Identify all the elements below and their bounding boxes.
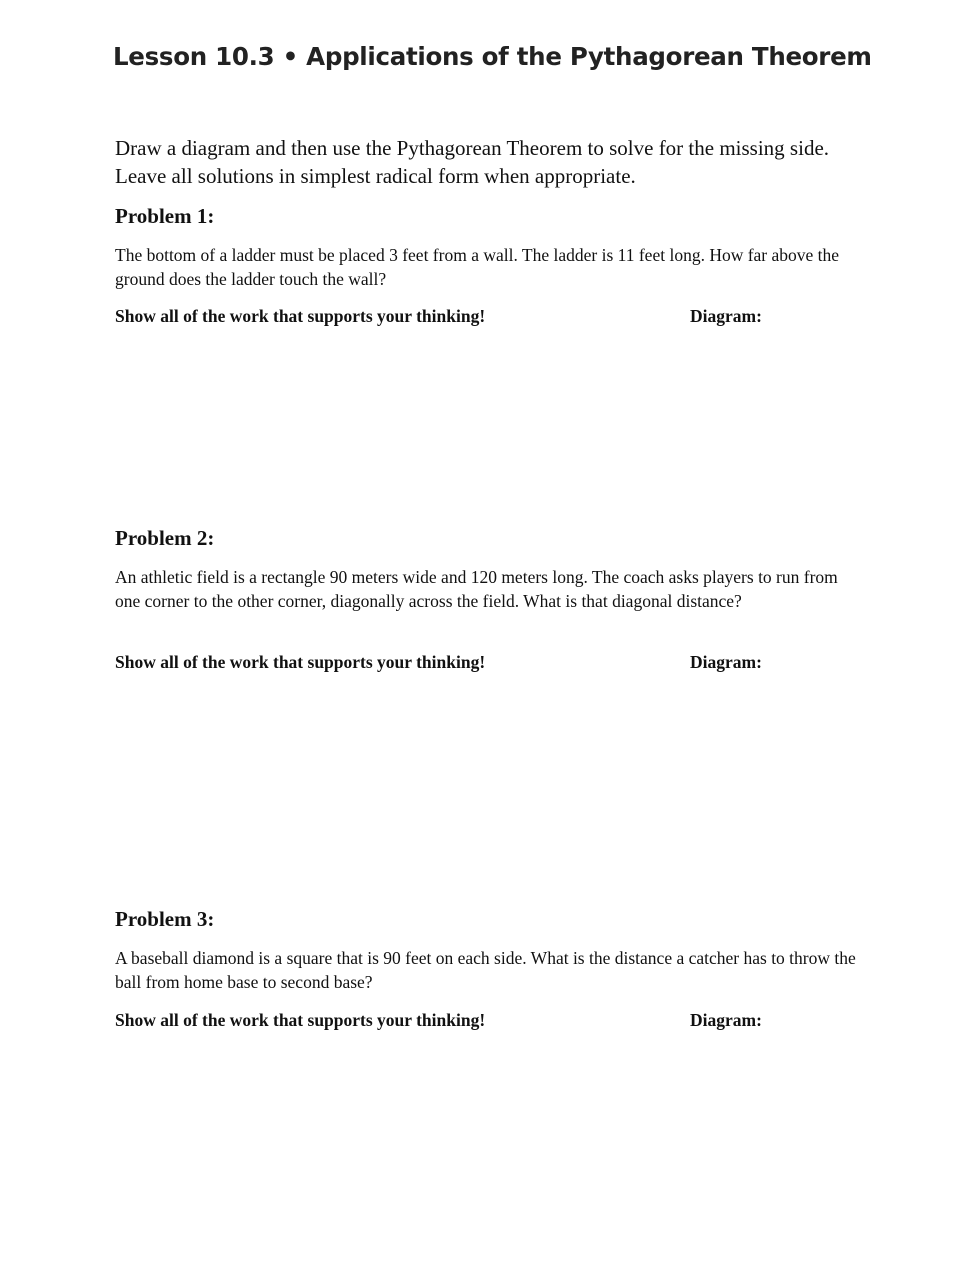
- problem-2-work-area: [115, 681, 865, 896]
- problem-1-work-label: Show all of the work that supports your thinking!: [115, 306, 486, 326]
- problem-1-heading: Problem 1:: [115, 204, 215, 228]
- problem-3-work-area: [115, 1039, 865, 1239]
- problem-1-work-area: [115, 335, 865, 515]
- problem-2-heading: Problem 2:: [115, 526, 215, 550]
- problem-1-diagram-label: Diagram:: [690, 306, 762, 326]
- problem-3-work-label: Show all of the work that supports your thinking!: [115, 1010, 486, 1030]
- problem-3-heading: Problem 3:: [115, 907, 215, 931]
- problem-2-diagram-label: Diagram:: [690, 652, 762, 672]
- problem-3-diagram-label: Diagram:: [690, 1010, 762, 1030]
- problem-2-work-label: Show all of the work that supports your thinking!: [115, 652, 486, 672]
- problem-1-text: The bottom of a ladder must be placed 3 feet from a wall. The ladder is 11 feet long. How far above the ground does the ladder touch the wall?: [115, 245, 840, 289]
- problem-3-text: A baseball diamond is a square that is 90 feet on each side. What is the distance a catcher has to throw the ball from home base to second base?: [115, 948, 856, 992]
- problem-2-text: An athletic field is a rectangle 90 meters wide and 120 meters long. The coach asks players to run from one corner to the other corner, diagonally across the field. What is that diagonal distance?: [115, 567, 838, 611]
- instructions: Draw a diagram and then use the Pythagorean Theorem to solve for the missing side. Leave all solutions in simplest radical form when appropriate.: [115, 136, 830, 188]
- page-title: Lesson 10.3 • Applications of the Pythagorean Theorem: [113, 42, 872, 71]
